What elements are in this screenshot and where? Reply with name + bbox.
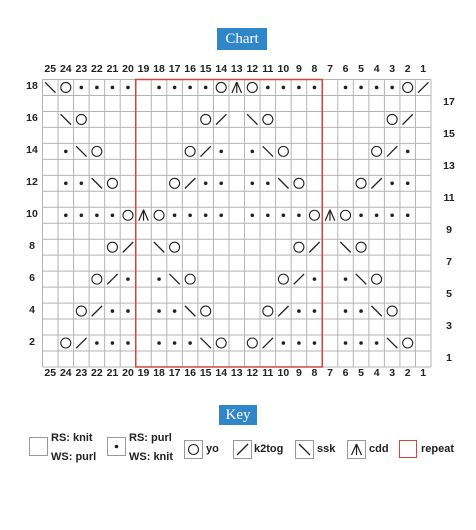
- column-number: 19: [137, 63, 150, 75]
- column-number: 16: [184, 367, 196, 379]
- column-number: 24: [59, 63, 72, 75]
- purl-stitch: [375, 213, 379, 217]
- k2tog-symbol-icon: [233, 440, 252, 459]
- row-number: 3: [446, 320, 452, 333]
- purl-stitch: [282, 213, 286, 217]
- ssk-stitch: [76, 146, 86, 156]
- key-repeat: repeat: [421, 443, 455, 455]
- column-number: 17: [168, 63, 181, 75]
- ssk-stitch: [169, 274, 179, 284]
- key-knit-ws: WS: purl: [51, 451, 97, 463]
- ssk-stitch: [200, 338, 210, 348]
- purl-stitch: [173, 309, 177, 313]
- column-number: 14: [215, 367, 228, 379]
- row-number: 6: [29, 272, 35, 285]
- row-number: 18: [26, 80, 38, 93]
- purl-stitch: [188, 86, 192, 90]
- ssk-stitch: [278, 178, 288, 188]
- row-number: 7: [446, 256, 452, 269]
- column-number: 3: [389, 63, 396, 75]
- k2tog-stitch: [92, 306, 102, 316]
- row-number: 4: [29, 304, 35, 317]
- key-purl-rs: RS: purl: [129, 432, 172, 444]
- ssk-stitch: [263, 146, 273, 156]
- column-number: 10: [277, 367, 290, 379]
- key-knit-rs: RS: knit: [51, 432, 93, 444]
- k2tog-stitch: [76, 338, 86, 348]
- k2tog-stitch: [185, 178, 195, 188]
- column-number: 4: [373, 367, 380, 379]
- cdd-symbol-icon: [347, 440, 366, 459]
- column-number: 1: [420, 63, 427, 75]
- column-number: 20: [122, 367, 134, 379]
- purl-stitch: [64, 213, 68, 217]
- k2tog-stitch: [402, 114, 412, 124]
- column-number: 22: [91, 367, 103, 379]
- purl-stitch: [64, 150, 68, 154]
- yo-stitch: [76, 306, 86, 316]
- column-number: 14: [215, 63, 228, 75]
- column-number: 1: [420, 367, 427, 379]
- column-number: 6: [342, 367, 349, 379]
- purl-stitch: [219, 182, 223, 186]
- purl-stitch: [80, 86, 84, 90]
- yo-stitch: [185, 146, 195, 156]
- purl-stitch: [313, 277, 317, 281]
- yo-stitch: [107, 242, 117, 252]
- purl-stitch: [250, 182, 254, 186]
- column-number: 8: [311, 63, 318, 75]
- column-number: 22: [91, 63, 103, 75]
- purl-stitch: [80, 182, 84, 186]
- row-number: 5: [446, 288, 452, 301]
- row-number: 1: [446, 351, 452, 364]
- yo-stitch: [61, 82, 71, 92]
- k2tog-stitch: [294, 274, 304, 284]
- yo-stitch: [170, 178, 180, 188]
- purl-stitch: [126, 309, 130, 313]
- purl-stitch: [111, 341, 115, 345]
- ssk-stitch: [61, 114, 71, 124]
- purl-stitch: [95, 213, 99, 217]
- purl-stitch: [344, 309, 348, 313]
- purl-stitch: [313, 86, 317, 90]
- purl-stitch: [359, 213, 363, 217]
- purl-stitch: [390, 213, 394, 217]
- ssk-stitch: [92, 178, 102, 188]
- row-number: 13: [443, 160, 455, 173]
- purl-stitch: [157, 309, 161, 313]
- purl-stitch: [173, 86, 177, 90]
- purl-stitch: [250, 150, 254, 154]
- column-number: 18: [153, 367, 165, 379]
- purl-stitch: [406, 213, 410, 217]
- purl-stitch: [219, 150, 223, 154]
- column-number: 2: [404, 63, 411, 75]
- yo-stitch: [278, 146, 288, 156]
- key-purl-ws: WS: knit: [129, 451, 173, 463]
- yo-stitch: [263, 114, 273, 124]
- purl-stitch: [390, 86, 394, 90]
- column-number: 15: [199, 367, 212, 379]
- ssk-stitch: [356, 274, 366, 284]
- yo-stitch: [278, 274, 288, 284]
- purl-stitch: [95, 341, 99, 345]
- yo-stitch: [403, 82, 413, 92]
- purl-stitch: [297, 309, 301, 313]
- k2tog-stitch: [107, 274, 117, 284]
- column-number: 10: [277, 63, 290, 75]
- column-number: 6: [342, 63, 349, 75]
- purl-stitch: [188, 213, 192, 217]
- purl-stitch: [157, 277, 161, 281]
- yo-stitch: [387, 114, 397, 124]
- key-cdd: cdd: [369, 443, 389, 455]
- purl-stitch: [313, 309, 317, 313]
- column-number: 23: [75, 63, 88, 75]
- row-number: 8: [29, 240, 35, 253]
- purl-stitch: [111, 213, 115, 217]
- yo-stitch: [247, 82, 257, 92]
- purl-stitch: [266, 86, 270, 90]
- k2tog-stitch: [216, 114, 226, 124]
- purl-stitch: [95, 86, 99, 90]
- column-number: 9: [295, 367, 302, 379]
- yo-stitch: [92, 274, 102, 284]
- column-number: 7: [327, 63, 333, 75]
- column-number: 19: [137, 367, 150, 379]
- column-number: 21: [106, 63, 119, 75]
- purl-stitch: [359, 309, 363, 313]
- yo-stitch: [216, 82, 226, 92]
- row-number: 16: [26, 112, 38, 125]
- column-number: 20: [122, 63, 134, 75]
- k2tog-stitch: [371, 178, 381, 188]
- column-number: 5: [358, 63, 364, 75]
- yo-stitch: [356, 242, 366, 252]
- yo-stitch: [372, 274, 382, 284]
- yo-symbol-icon: [184, 440, 203, 459]
- purl-stitch: [297, 341, 301, 345]
- purl-stitch: [266, 213, 270, 217]
- purl-stitch: [126, 341, 130, 345]
- column-number: 8: [311, 367, 318, 379]
- purl-stitch: [188, 341, 192, 345]
- purl-stitch: [282, 86, 286, 90]
- column-number: 7: [327, 367, 333, 379]
- column-number: 2: [404, 367, 411, 379]
- column-number: 23: [75, 367, 88, 379]
- column-number: 3: [389, 367, 396, 379]
- yo-stitch: [263, 306, 273, 316]
- yo-stitch: [201, 114, 211, 124]
- yo-stitch: [154, 210, 164, 220]
- purl-stitch: [282, 341, 286, 345]
- cdd-stitch: [232, 82, 242, 93]
- column-number: 25: [44, 63, 57, 75]
- yo-stitch: [372, 146, 382, 156]
- column-number: 4: [373, 63, 380, 75]
- row-number: 2: [29, 336, 35, 348]
- purl-stitch: [390, 182, 394, 186]
- purl-stitch: [111, 86, 115, 90]
- yo-stitch: [294, 178, 304, 188]
- ssk-stitch: [45, 82, 55, 92]
- cdd-stitch: [139, 210, 149, 221]
- knit-symbol-icon: [29, 437, 48, 456]
- yo-stitch: [61, 338, 71, 348]
- ssk-stitch: [371, 306, 381, 316]
- purl-stitch: [344, 86, 348, 90]
- column-number: 17: [168, 367, 181, 379]
- row-number: 12: [26, 176, 38, 189]
- k2tog-stitch: [263, 338, 273, 348]
- purl-stitch: [173, 213, 177, 217]
- chart-title: Chart: [217, 28, 267, 50]
- purl-stitch: [375, 341, 379, 345]
- key-title: Key: [219, 405, 257, 425]
- yo-stitch: [403, 338, 413, 348]
- row-number: 9: [446, 224, 452, 237]
- column-number: 12: [246, 63, 259, 75]
- yo-stitch: [341, 210, 351, 220]
- column-number: 25: [44, 367, 57, 379]
- purl-stitch: [359, 341, 363, 345]
- column-number: 21: [106, 367, 119, 379]
- purl-stitch: [406, 182, 410, 186]
- column-number: 15: [199, 63, 212, 75]
- purl-stitch: [313, 341, 317, 345]
- purl-stitch: [344, 341, 348, 345]
- yo-stitch: [387, 306, 397, 316]
- column-number: 16: [184, 63, 196, 75]
- yo-stitch: [247, 338, 257, 348]
- column-number: 11: [262, 63, 274, 75]
- k2tog-stitch: [278, 306, 288, 316]
- column-number: 5: [358, 367, 364, 379]
- purl-stitch: [406, 150, 410, 154]
- purl-stitch: [344, 277, 348, 281]
- purl-stitch: [111, 309, 115, 313]
- yo-stitch: [123, 210, 133, 220]
- purl-stitch: [204, 213, 208, 217]
- yo-stitch: [309, 210, 319, 220]
- ssk-stitch: [185, 306, 195, 316]
- purl-stitch: [375, 86, 379, 90]
- k2tog-stitch: [123, 242, 133, 252]
- purl-stitch: [297, 86, 301, 90]
- purl-stitch: [80, 213, 84, 217]
- key-k2tog: k2tog: [254, 443, 284, 455]
- purl-stitch: [157, 86, 161, 90]
- ssk-stitch: [154, 242, 164, 252]
- purl-stitch: [173, 341, 177, 345]
- column-number: 9: [295, 63, 302, 75]
- purl-stitch: [204, 182, 208, 186]
- repeat-symbol-icon: [399, 440, 417, 458]
- k2tog-stitch: [387, 146, 397, 156]
- column-number: 18: [153, 63, 165, 75]
- purl-stitch: [359, 86, 363, 90]
- yo-stitch: [201, 306, 211, 316]
- row-number: 14: [26, 144, 38, 157]
- ssk-stitch: [387, 338, 397, 348]
- yo-stitch: [76, 114, 86, 124]
- yo-stitch: [107, 178, 117, 188]
- row-number: 17: [443, 96, 455, 109]
- column-number: 11: [262, 367, 274, 379]
- ssk-stitch: [340, 242, 350, 252]
- key-ssk: ssk: [317, 443, 336, 455]
- purl-stitch: [157, 341, 161, 345]
- yo-stitch: [216, 338, 226, 348]
- purl-stitch: [126, 277, 130, 281]
- purl-stitch: [297, 213, 301, 217]
- yo-stitch: [356, 178, 366, 188]
- cdd-stitch: [325, 210, 335, 221]
- purl-stitch: [219, 213, 223, 217]
- column-number: 24: [59, 367, 72, 379]
- yo-stitch: [92, 146, 102, 156]
- k2tog-stitch: [200, 146, 210, 156]
- k2tog-stitch: [309, 242, 319, 252]
- row-number: 10: [26, 208, 38, 221]
- column-number: 13: [230, 367, 243, 379]
- yo-stitch: [294, 242, 304, 252]
- purl-stitch: [266, 182, 270, 186]
- purl-stitch: [204, 86, 208, 90]
- purl-stitch: [64, 182, 68, 186]
- row-number: 15: [443, 128, 455, 141]
- k2tog-stitch: [418, 82, 428, 92]
- purl-symbol-icon: [107, 437, 126, 456]
- row-number: 11: [443, 192, 455, 205]
- yo-stitch: [170, 242, 180, 252]
- ssk-stitch: [247, 114, 257, 124]
- column-number: 12: [246, 367, 259, 379]
- key-yo: yo: [206, 443, 219, 455]
- yo-stitch: [185, 274, 195, 284]
- ssk-symbol-icon: [295, 440, 314, 459]
- column-number: 13: [230, 63, 243, 75]
- purl-stitch: [250, 213, 254, 217]
- purl-stitch: [126, 86, 130, 90]
